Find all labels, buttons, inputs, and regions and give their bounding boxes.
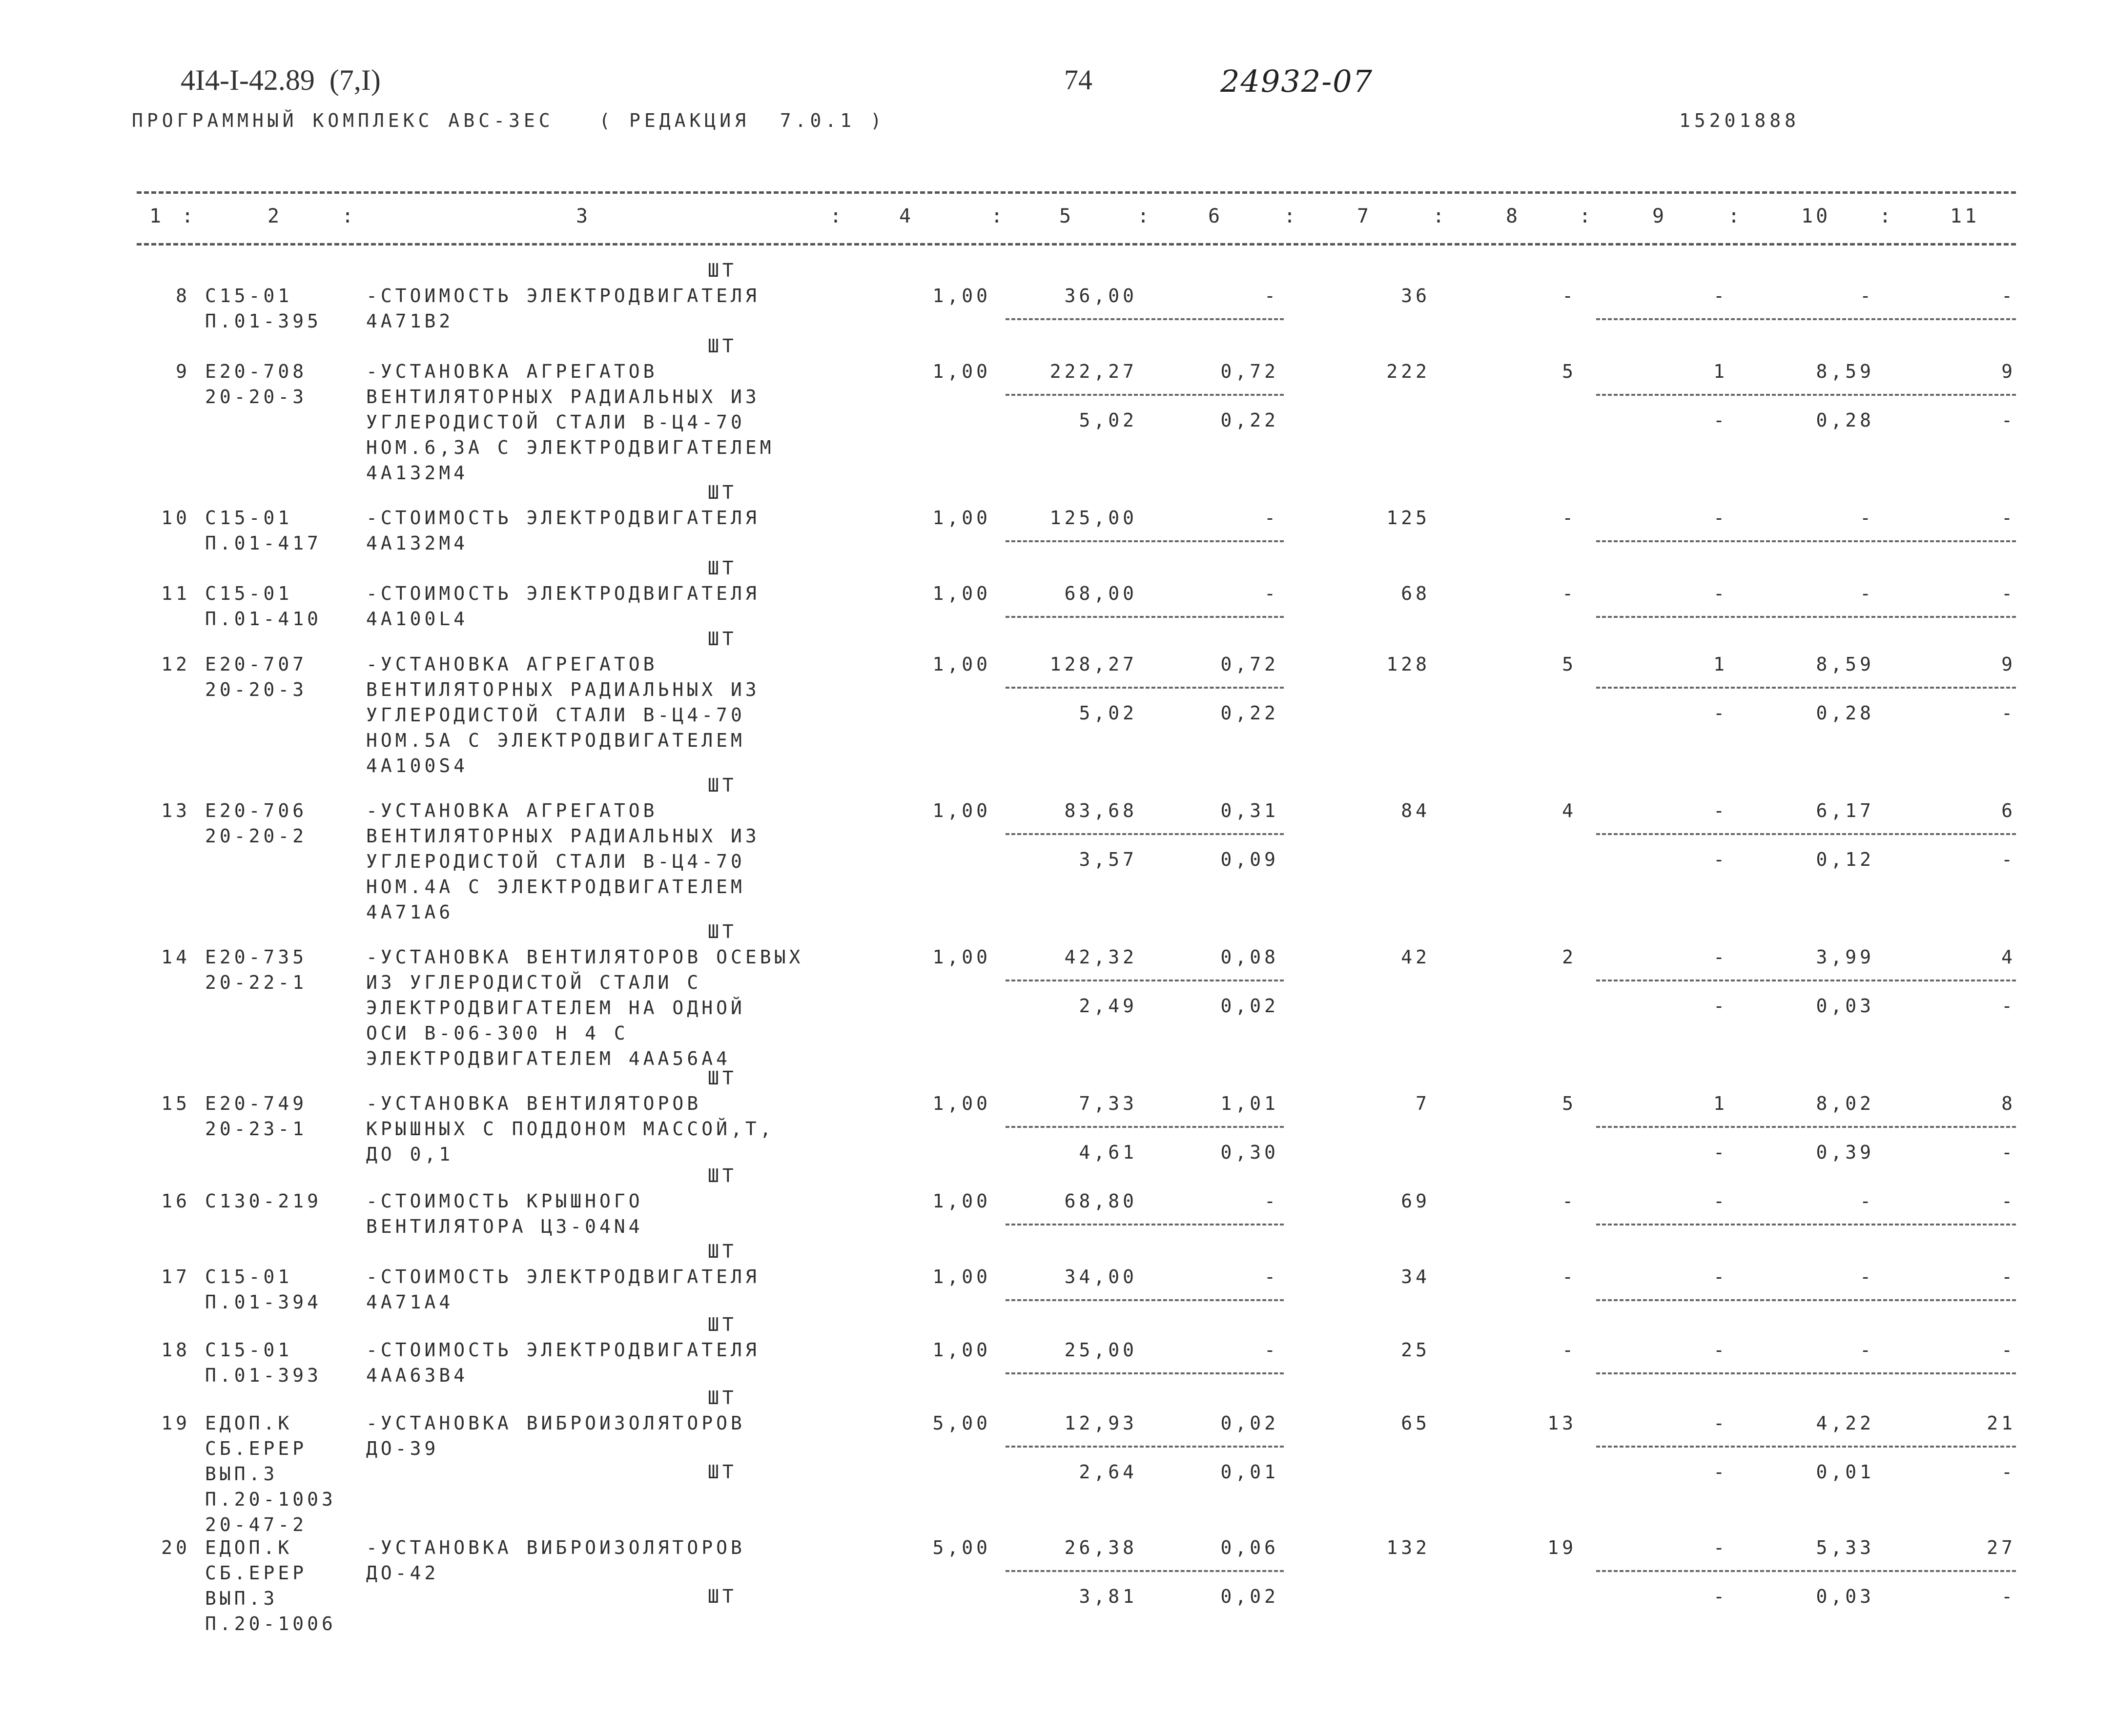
total-machines-wages: - — [1713, 1461, 1728, 1483]
machine-cost: - — [1264, 1266, 1279, 1287]
total-machines: 1 — [1713, 654, 1728, 675]
labor-hours: 6,17 — [1816, 800, 1874, 821]
labor-hours-machinists: 0,01 — [1816, 1461, 1874, 1483]
quantity: 5,00 — [932, 1412, 991, 1434]
cost-divider — [1006, 1570, 1284, 1572]
total-machines-wages: - — [1713, 702, 1728, 724]
total-wages: 19 — [1547, 1537, 1577, 1558]
cost-divider — [1006, 318, 1284, 320]
total-cost: 25 — [1401, 1339, 1430, 1361]
work-description: -УСТАНОВКА ВЕНТИЛЯТОРОВ КРЫШНЫХ С ПОДДОНОМ МАССОЙ,Т, ДО 0,1 — [366, 1093, 775, 1165]
price-code: Е20-708 20-20-3 — [205, 361, 308, 408]
total-labor: 8 — [2001, 1093, 2016, 1114]
machine-wages: 0,30 — [1220, 1142, 1279, 1163]
quantity: 1,00 — [932, 654, 991, 675]
labor-hours: - — [1860, 1266, 1874, 1287]
quantity: 1,00 — [932, 800, 991, 821]
row-number: 10 — [161, 507, 190, 529]
quantity: 1,00 — [932, 285, 991, 306]
total-labor-machinists: - — [2001, 995, 2016, 1017]
col-header-8: 8 — [1506, 205, 1521, 227]
price-code: Е20-707 20-20-3 — [205, 654, 308, 700]
machine-cost: - — [1264, 285, 1279, 306]
document-number: 15201888 — [1679, 110, 1800, 131]
total-cost: 7 — [1416, 1093, 1430, 1114]
cost-divider — [1006, 1372, 1284, 1374]
row-number: 20 — [161, 1537, 190, 1558]
work-description: -УСТАНОВКА АГРЕГАТОВ ВЕНТИЛЯТОРНЫХ РАДИАЛЬНЫХ ИЗ УГЛЕРОДИСТОЙ СТАЛИ В-Ц4-70 НОМ.4А С ЭЛЕКТРОДВИГАТЕЛЕМ 4А71А6 — [366, 800, 760, 923]
total-machines-wages: - — [1713, 995, 1728, 1017]
total-machines: 1 — [1713, 1093, 1728, 1114]
unit-wages: 2,64 — [1079, 1461, 1137, 1483]
work-description: -СТОИМОСТЬ КРЫШНОГО ВЕНТИЛЯТОРА Ц3-04N4 — [366, 1190, 643, 1237]
work-description: -СТОИМОСТЬ ЭЛЕКТРОДВИГАТЕЛЯ 4АА63В4 — [366, 1339, 760, 1386]
total-labor-machinists: - — [2001, 1461, 2016, 1483]
unit-cost: 42,32 — [1064, 946, 1137, 968]
total-cost: 128 — [1386, 654, 1430, 675]
row-number: 15 — [161, 1093, 190, 1114]
quantity: 5,00 — [932, 1537, 991, 1558]
col-header-4: 4 — [899, 205, 914, 227]
document-code: 4I4-I-42.89 (7,I) — [181, 64, 381, 96]
row-number: 8 — [176, 285, 190, 306]
total-labor: 9 — [2001, 361, 2016, 382]
quantity: 1,00 — [932, 1339, 991, 1361]
machine-cost: 0,06 — [1220, 1537, 1279, 1558]
labor-hours-machinists: 0,39 — [1816, 1142, 1874, 1163]
price-code: С15-01 П.01-417 — [205, 507, 322, 554]
quantity: 1,00 — [932, 583, 991, 604]
total-wages: 5 — [1562, 654, 1577, 675]
total-machines: 1 — [1713, 361, 1728, 382]
unit-cost: 68,80 — [1064, 1190, 1137, 1212]
cost-divider — [1006, 1224, 1284, 1225]
quantity: 1,00 — [932, 361, 991, 382]
price-code: С15-01 П.01-394 — [205, 1266, 322, 1313]
labor-hours: 8,02 — [1816, 1093, 1874, 1114]
col-header-5: 5 — [1059, 205, 1074, 227]
cost-divider — [1006, 980, 1284, 981]
row-number: 13 — [161, 800, 190, 821]
total-cost: 36 — [1401, 285, 1430, 306]
labor-hours: 3,99 — [1816, 946, 1874, 968]
col-header-2: 2 — [267, 205, 283, 227]
table-top-rule — [137, 191, 2016, 194]
unit-label: ШТ — [708, 1314, 737, 1335]
totals-divider — [1596, 1224, 2016, 1225]
labor-hours: - — [1860, 507, 1874, 529]
unit-label: ШТ — [708, 775, 737, 796]
totals-divider — [1596, 540, 2016, 542]
price-code: ЕДОП.К СБ.ЕРЕР ВЫП.3 П.20-1006 — [205, 1537, 336, 1634]
total-labor-machinists: - — [2001, 1586, 2016, 1607]
totals-divider — [1596, 687, 2016, 689]
quantity: 1,00 — [932, 946, 991, 968]
unit-cost: 26,38 — [1064, 1537, 1137, 1558]
total-wages: 5 — [1562, 361, 1577, 382]
price-code: С130-219 — [205, 1190, 322, 1212]
col-header-9: 9 — [1652, 205, 1667, 227]
labor-hours-machinists: 0,03 — [1816, 1586, 1874, 1607]
machine-cost: 0,08 — [1220, 946, 1279, 968]
unit-wages: 3,81 — [1079, 1586, 1137, 1607]
total-labor: 21 — [1987, 1412, 2016, 1434]
total-machines: - — [1713, 1537, 1728, 1558]
machine-cost: - — [1264, 507, 1279, 529]
labor-hours: 8,59 — [1816, 654, 1874, 675]
machine-cost: 1,01 — [1220, 1093, 1279, 1114]
machine-wages: 0,02 — [1220, 995, 1279, 1017]
labor-hours: - — [1860, 1339, 1874, 1361]
price-code: С15-01 П.01-395 — [205, 285, 322, 332]
price-code: ЕДОП.К СБ.ЕРЕР ВЫП.3 П.20-1003 20-47-2 — [205, 1412, 336, 1535]
total-machines: - — [1713, 1266, 1728, 1287]
unit-wages: 4,61 — [1079, 1142, 1137, 1163]
total-labor-machinists: - — [2001, 409, 2016, 431]
labor-hours: - — [1860, 583, 1874, 604]
price-code: С15-01 П.01-410 — [205, 583, 322, 630]
total-wages: 5 — [1562, 1093, 1577, 1114]
unit-cost: 125,00 — [1049, 507, 1137, 529]
total-labor-machinists: - — [2001, 702, 2016, 724]
unit-cost: 25,00 — [1064, 1339, 1137, 1361]
totals-divider — [1596, 318, 2016, 320]
cost-divider — [1006, 833, 1284, 835]
machine-cost: 0,72 — [1220, 361, 1279, 382]
cost-divider — [1006, 1299, 1284, 1301]
unit-cost: 36,00 — [1064, 285, 1137, 306]
total-machines: - — [1713, 583, 1728, 604]
total-machines: - — [1713, 800, 1728, 821]
total-labor: 9 — [2001, 654, 2016, 675]
labor-hours-machinists: 0,12 — [1816, 849, 1874, 870]
quantity: 1,00 — [932, 1190, 991, 1212]
totals-divider — [1596, 1126, 2016, 1128]
work-description: -УСТАНОВКА ВИБРОИЗОЛЯТОРОВ ДО-42 — [366, 1537, 745, 1584]
unit-cost: 128,27 — [1049, 654, 1137, 675]
total-wages: - — [1562, 507, 1577, 529]
total-machines-wages: - — [1713, 409, 1728, 431]
totals-divider — [1596, 833, 2016, 835]
price-code: Е20-706 20-20-2 — [205, 800, 308, 847]
work-description: -СТОИМОСТЬ ЭЛЕКТРОДВИГАТЕЛЯ 4А100L4 — [366, 583, 760, 630]
total-cost: 69 — [1401, 1190, 1430, 1212]
cost-divider — [1006, 687, 1284, 689]
cost-divider — [1006, 616, 1284, 618]
total-wages: 4 — [1562, 800, 1577, 821]
work-description: -УСТАНОВКА АГРЕГАТОВ ВЕНТИЛЯТОРНЫХ РАДИАЛЬНЫХ ИЗ УГЛЕРОДИСТОЙ СТАЛИ В-Ц4-70 НОМ.5А С ЭЛЕКТРОДВИГАТЕЛЕМ 4А100S4 — [366, 654, 760, 776]
total-machines: - — [1713, 946, 1728, 968]
total-machines-wages: - — [1713, 1586, 1728, 1607]
unit-cost: 7,33 — [1079, 1093, 1137, 1114]
labor-hours: 4,22 — [1816, 1412, 1874, 1434]
machine-wages: 0,09 — [1220, 849, 1279, 870]
total-machines: - — [1713, 1190, 1728, 1212]
col-header-3: 3 — [576, 205, 591, 227]
total-labor: 6 — [2001, 800, 2016, 821]
labor-hours: 5,33 — [1816, 1537, 1874, 1558]
unit-label: ШТ — [708, 1165, 737, 1186]
labor-hours-machinists: 0,28 — [1816, 409, 1874, 431]
total-machines: - — [1713, 1339, 1728, 1361]
total-labor: - — [2001, 1190, 2016, 1212]
row-number: 16 — [161, 1190, 190, 1212]
handwritten-reference: 24932-07 — [1220, 63, 1374, 99]
total-cost: 125 — [1386, 507, 1430, 529]
totals-divider — [1596, 1570, 2016, 1572]
total-labor: 4 — [2001, 946, 2016, 968]
col-header-11: 11 — [1950, 205, 1980, 227]
work-description: -СТОИМОСТЬ ЭЛЕКТРОДВИГАТЕЛЯ 4А71А4 — [366, 1266, 760, 1313]
unit-label: ШТ — [708, 1067, 737, 1089]
quantity: 1,00 — [932, 1093, 991, 1114]
unit-cost: 83,68 — [1064, 800, 1137, 821]
unit-label: ШТ — [708, 1461, 737, 1483]
total-cost: 84 — [1401, 800, 1430, 821]
totals-divider — [1596, 394, 2016, 396]
cost-divider — [1006, 540, 1284, 542]
labor-hours: 8,59 — [1816, 361, 1874, 382]
work-description: -СТОИМОСТЬ ЭЛЕКТРОДВИГАТЕЛЯ 4А71В2 — [366, 285, 760, 332]
total-labor: - — [2001, 1339, 2016, 1361]
totals-divider — [1596, 616, 2016, 618]
total-machines-wages: - — [1713, 849, 1728, 870]
cost-divider — [1006, 1126, 1284, 1128]
total-cost: 132 — [1386, 1537, 1430, 1558]
unit-wages: 3,57 — [1079, 849, 1137, 870]
total-machines: - — [1713, 507, 1728, 529]
unit-wages: 5,02 — [1079, 702, 1137, 724]
unit-wages: 5,02 — [1079, 409, 1137, 431]
unit-cost: 12,93 — [1064, 1412, 1137, 1434]
machine-cost: 0,72 — [1220, 654, 1279, 675]
unit-label: ШТ — [708, 335, 737, 357]
quantity: 1,00 — [932, 1266, 991, 1287]
page-number: 74 — [1064, 64, 1092, 96]
unit-label: ШТ — [708, 557, 737, 579]
col-header-6: 6 — [1208, 205, 1223, 227]
row-number: 19 — [161, 1412, 190, 1434]
col-header-1: 1 — [149, 205, 164, 227]
total-cost: 34 — [1401, 1266, 1430, 1287]
machine-cost: - — [1264, 583, 1279, 604]
unit-label: ШТ — [708, 628, 737, 650]
table-header-rule — [137, 243, 2016, 245]
total-machines-wages: - — [1713, 1142, 1728, 1163]
row-number: 12 — [161, 654, 190, 675]
cost-divider — [1006, 394, 1284, 396]
total-labor: 27 — [1987, 1537, 2016, 1558]
row-number: 17 — [161, 1266, 190, 1287]
labor-hours-machinists: 0,03 — [1816, 995, 1874, 1017]
cost-divider — [1006, 1446, 1284, 1448]
total-wages: 13 — [1547, 1412, 1577, 1434]
unit-label: ШТ — [708, 482, 737, 503]
total-wages: - — [1562, 1190, 1577, 1212]
quantity: 1,00 — [932, 507, 991, 529]
totals-divider — [1596, 1299, 2016, 1301]
work-description: -СТОИМОСТЬ ЭЛЕКТРОДВИГАТЕЛЯ 4А132М4 — [366, 507, 760, 554]
work-description: -УСТАНОВКА ВИБРОИЗОЛЯТОРОВ ДО-39 — [366, 1412, 745, 1459]
total-machines: - — [1713, 1412, 1728, 1434]
total-labor: - — [2001, 285, 2016, 306]
labor-hours: - — [1860, 1190, 1874, 1212]
work-description: -УСТАНОВКА АГРЕГАТОВ ВЕНТИЛЯТОРНЫХ РАДИАЛЬНЫХ ИЗ УГЛЕРОДИСТОЙ СТАЛИ В-Ц4-70 НОМ.6,3А С ЭЛЕКТРОДВИГАТЕЛЕМ 4А132М4 — [366, 361, 775, 484]
total-wages: - — [1562, 583, 1577, 604]
total-wages: - — [1562, 285, 1577, 306]
unit-cost: 222,27 — [1049, 361, 1137, 382]
machine-cost: 0,31 — [1220, 800, 1279, 821]
total-machines: - — [1713, 285, 1728, 306]
machine-cost: - — [1264, 1339, 1279, 1361]
row-number: 18 — [161, 1339, 190, 1361]
total-wages: - — [1562, 1339, 1577, 1361]
row-number: 9 — [176, 361, 190, 382]
price-code: Е20-735 20-22-1 — [205, 946, 308, 993]
machine-wages: 0,22 — [1220, 702, 1279, 724]
total-labor-machinists: - — [2001, 1142, 2016, 1163]
totals-divider — [1596, 1446, 2016, 1448]
machine-cost: - — [1264, 1190, 1279, 1212]
price-code: С15-01 П.01-393 — [205, 1339, 322, 1386]
price-code: Е20-749 20-23-1 — [205, 1093, 308, 1140]
unit-label: ШТ — [708, 1586, 737, 1607]
unit-label: ШТ — [708, 260, 737, 281]
unit-wages: 2,49 — [1079, 995, 1137, 1017]
unit-label: ШТ — [708, 1241, 737, 1262]
total-labor-machinists: - — [2001, 849, 2016, 870]
total-labor: - — [2001, 507, 2016, 529]
total-wages: - — [1562, 1266, 1577, 1287]
row-number: 14 — [161, 946, 190, 968]
total-cost: 222 — [1386, 361, 1430, 382]
row-number: 11 — [161, 583, 190, 604]
col-header-7: 7 — [1357, 205, 1372, 227]
unit-cost: 34,00 — [1064, 1266, 1137, 1287]
machine-cost: 0,02 — [1220, 1412, 1279, 1434]
machine-wages: 0,02 — [1220, 1586, 1279, 1607]
unit-label: ШТ — [708, 1387, 737, 1409]
work-description: -УСТАНОВКА ВЕНТИЛЯТОРОВ ОСЕВЫХ ИЗ УГЛЕРОДИСТОЙ СТАЛИ С ЭЛЕКТРОДВИГАТЕЛЕМ НА ОДНОЙ ОСИ В-06-300 Н 4 С ЭЛЕКТРОДВИГАТЕЛЕМ 4АА56А4 — [366, 946, 804, 1069]
unit-cost: 68,00 — [1064, 583, 1137, 604]
total-cost: 68 — [1401, 583, 1430, 604]
program-line: ПРОГРАММНЫЙ КОМПЛЕКС АВС-3ЕС ( РЕДАКЦИЯ 7.0.1 ) — [132, 110, 885, 131]
total-labor: - — [2001, 1266, 2016, 1287]
labor-hours: - — [1860, 285, 1874, 306]
unit-label: ШТ — [708, 921, 737, 942]
total-cost: 42 — [1401, 946, 1430, 968]
machine-wages: 0,01 — [1220, 1461, 1279, 1483]
total-wages: 2 — [1562, 946, 1577, 968]
labor-hours-machinists: 0,28 — [1816, 702, 1874, 724]
total-labor: - — [2001, 583, 2016, 604]
col-header-10: 10 — [1801, 205, 1831, 227]
total-cost: 65 — [1401, 1412, 1430, 1434]
totals-divider — [1596, 1372, 2016, 1374]
machine-wages: 0,22 — [1220, 409, 1279, 431]
totals-divider — [1596, 980, 2016, 981]
